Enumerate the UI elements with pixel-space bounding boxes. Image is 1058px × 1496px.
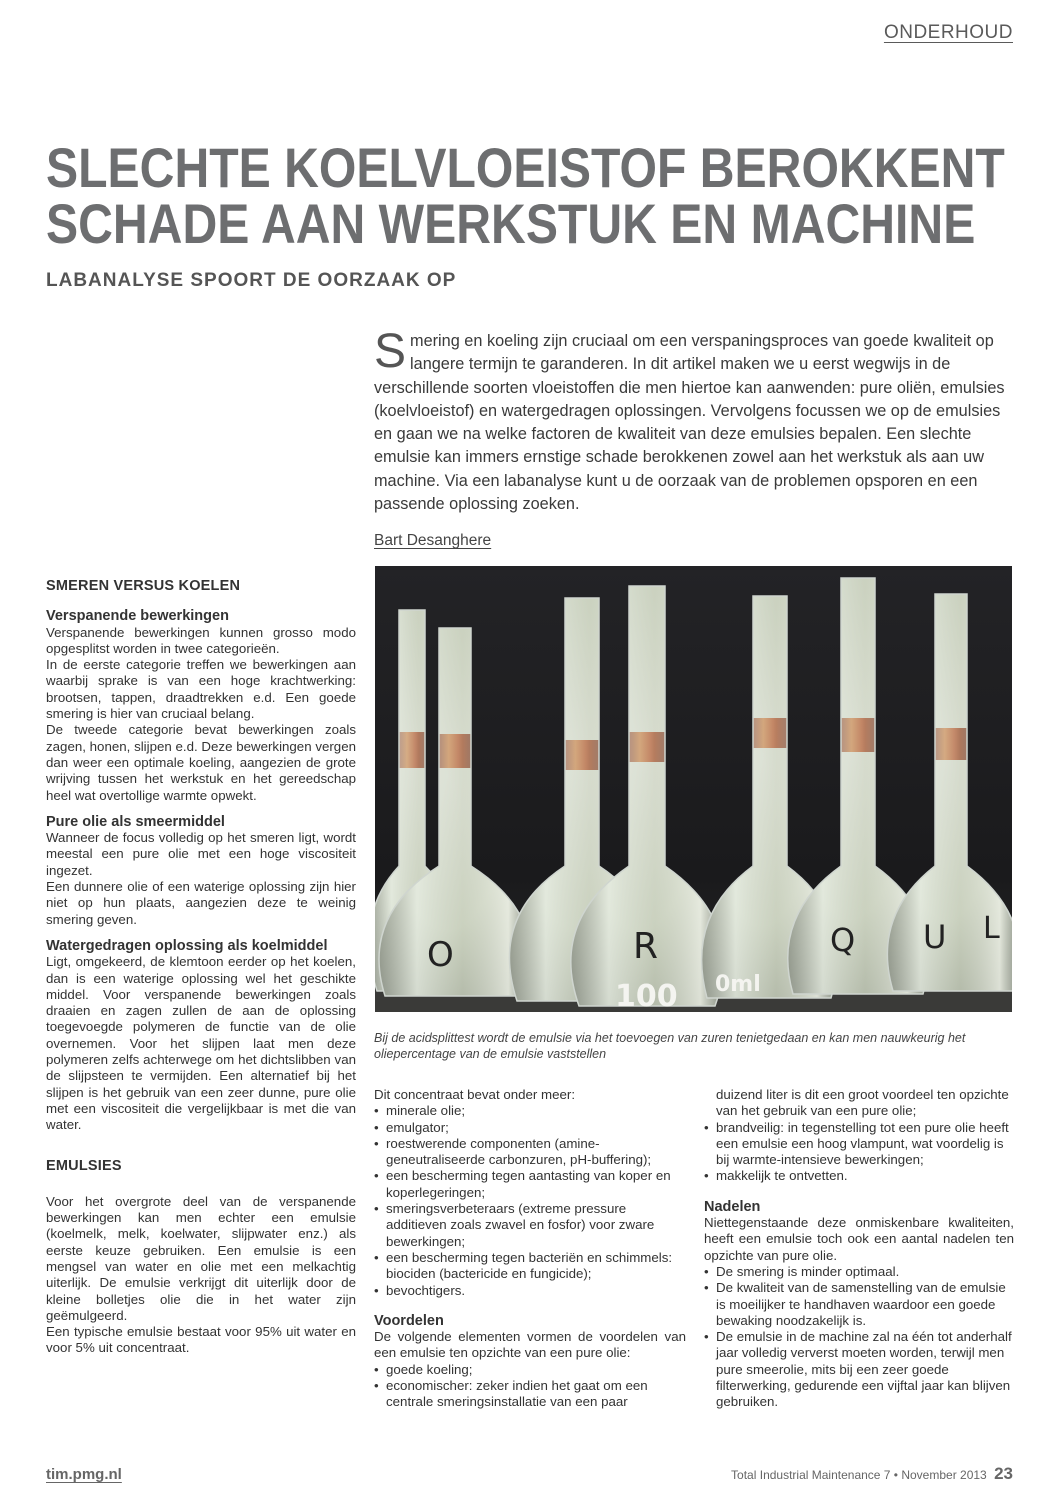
list-item: • roestwerende componenten (amine-geneutraliseerde carbonzuren, pH-buffering); bbox=[374, 1136, 686, 1169]
website-link[interactable]: tim.pmg.nl bbox=[46, 1466, 122, 1483]
list-item: • makkelijk te ontvetten. bbox=[704, 1168, 1014, 1184]
flask-letter: O bbox=[427, 935, 454, 975]
right-column bbox=[704, 1087, 1014, 1411]
page-number: 23 bbox=[994, 1464, 1013, 1483]
list-item: • brandveilig: in tegenstelling tot een pure olie heeft een emulsie een hoog vlampunt, wat voordelig is bij warmte-intensieve bewerkingen; bbox=[704, 1120, 1014, 1169]
paragraph: Wanneer de focus volledig op het smeren ligt, wordt meestal een pure olie met een hoge viscositeit ingezet. bbox=[46, 830, 356, 878]
paragraph: Een typische emulsie bestaat voor 95% uit water en voor 5% uit concentraat. bbox=[46, 1324, 356, 1356]
flask-label: 100 bbox=[615, 979, 678, 1012]
list-item: • minerale olie; bbox=[374, 1103, 686, 1119]
article-title bbox=[46, 136, 1005, 255]
left-column bbox=[46, 578, 356, 1357]
paragraph: Verspanende bewerkingen kunnen grosso modo opgesplitst worden in twee categorieën. bbox=[46, 624, 356, 656]
paragraph: De tweede categorie bevat bewerkingen zoals zagen, honen, slijpen e.d. Deze bewerkingen vergen dan weer een optimale koeling, aangezien de grote wrijving tussen het werkstuk en het gereedschap heel wat overtollige warmte opwekt. bbox=[46, 722, 356, 803]
bullet-list bbox=[374, 1103, 686, 1299]
article-subtitle: LABANALYSE SPOORT DE OORZAAK OP bbox=[46, 270, 457, 291]
bullet-list bbox=[704, 1120, 1014, 1185]
photo-caption: Bij de acidsplittest wordt de emulsie via het toevoegen van zuren tenietgedaan en kan men nauwkeurig het oliepercentage van de emulsie vaststellen bbox=[374, 1031, 966, 1061]
paragraph: De volgende elementen vormen de voordelen van een emulsie ten opzichte van een pure olie: bbox=[374, 1329, 686, 1361]
flask-letter: L bbox=[983, 911, 1000, 946]
subheading: Watergedragen oplossing als koelmiddel bbox=[46, 937, 328, 954]
title-line-2: SCHADE AAN WERKSTUK EN MACHINE bbox=[46, 192, 976, 255]
drop-cap: S bbox=[374, 325, 407, 378]
flask-label: 0ml bbox=[715, 972, 761, 997]
section-heading: EMULSIES bbox=[46, 1157, 122, 1174]
bullet-list bbox=[374, 1362, 686, 1411]
list-item: • economischer: zeker indien het gaat om een centrale smeringsinstallatie van een paar bbox=[374, 1378, 686, 1411]
flask-letter: R bbox=[633, 926, 659, 967]
paragraph: Voor het overgrote deel van de verspanende bewerkingen kan men echter een emulsie (koelmelk, melk, koelwater, slijpwater enz.) als eerste keuze gebruiken. Een emulsie is een mengsel van water en olie met een melkachtig uiterlijk. De emulsie verkrijgt dit uiterlijk door de kleine bolletjes olie die in het water zijn geëmulgeerd. bbox=[46, 1193, 356, 1323]
list-item: • smeringsverbeteraars (extreme pressure additieven zoals zwavel en fosfor) voor zware bewerkingen; bbox=[374, 1201, 686, 1250]
section-tag[interactable]: ONDERHOUD bbox=[883, 22, 1013, 43]
list-item: • De smering is minder optimaal. bbox=[704, 1264, 1014, 1280]
subheading: Voordelen bbox=[374, 1312, 444, 1329]
subheading: Nadelen bbox=[704, 1198, 761, 1215]
flask-letter: U bbox=[923, 918, 947, 956]
list-item: • een bescherming tegen aantasting van koper en koperlegeringen; bbox=[374, 1168, 686, 1201]
list-item: • De kwaliteit van de samenstelling van de emulsie is moeilijker te handhaven waardoor een goede bewaking noodzakelijk is. bbox=[704, 1280, 1014, 1329]
flask-letter: Q bbox=[830, 921, 856, 959]
list-item: • een bescherming tegen bacteriën en schimmels: biociden (bactericide en fungicide); bbox=[374, 1250, 686, 1283]
page-footer bbox=[731, 1464, 1013, 1484]
list-item: • goede koeling; bbox=[374, 1362, 686, 1378]
flasks-illustration bbox=[375, 566, 1012, 1012]
paragraph: In de eerste categorie treffen we bewerkingen aan waarbij sprake is van een hoge krachtwerking: brootsen, tappen, draadtrekken e.d. Een goede smering is hier van cruciaal belang. bbox=[46, 657, 356, 722]
list-item: • emulgator; bbox=[374, 1120, 686, 1136]
section-heading: SMEREN VERSUS KOELEN bbox=[46, 578, 241, 594]
list-item: • bevochtigers. bbox=[374, 1283, 686, 1299]
list-item: • De emulsie in de machine zal na één tot anderhalf jaar volledig ververst moeten worden, terwijl men pure smeerolie, mits bij een zeer goede filterwerking, gedurende een vijftal jaar kan blijven gebruiken. bbox=[704, 1329, 1014, 1410]
paragraph: Niettegenstaande deze onmiskenbare kwaliteiten, heeft een emulsie toch ook een aantal nadelen ten opzichte van pure olie. bbox=[704, 1215, 1014, 1263]
bullet-list bbox=[704, 1264, 1014, 1411]
article-intro bbox=[374, 325, 1014, 516]
paragraph: duizend liter is dit een groot voordeel ten opzichte van het gebruik van een pure olie; bbox=[716, 1087, 1009, 1119]
paragraph: Een dunnere olie of een waterige oplossing zijn hier niet op hun plaats, aangezien deze te weinig smering geven. bbox=[46, 879, 356, 927]
title-line-1: SLECHTE KOELVLOEISTOF BEROKKENT bbox=[46, 136, 1005, 199]
publication-info: Total Industrial Maintenance 7 • November 2013 bbox=[731, 1468, 987, 1482]
flasks-photo bbox=[375, 566, 1012, 1012]
paragraph: Dit concentraat bevat onder meer: bbox=[374, 1087, 576, 1102]
subheading: Pure olie als smeermiddel bbox=[46, 813, 225, 830]
intro-text: mering en koeling zijn cruciaal om een verspaningsproces van goede kwaliteit op langere termijn te garanderen. In dit artikel maken we u eerst wegwijs in de verschillende soorten vloeistoffen die men hiertoe kan aanwenden: pure oliën, emulsies (koelvloeistof) en watergedragen oplossingen. Vervolgens focussen we op de emulsies en gaan we na welke factoren de kwaliteit van deze emulsies bepalen. Een slechte emulsie kan immers ernstige schade berokkenen zowel aan het werkstuk als aan uw machine. Via een labanalyse kunt u de oorzaak van de problemen opsporen en een passende oplossing zoeken. bbox=[374, 332, 1005, 514]
paragraph: Ligt, omgekeerd, de klemtoon eerder op het koelen, dan is een waterige oplossing wel het geschikte middel. Voor verspanende bewerkingen zoals draaien en zagen zullen de aan de oplossing toegevoegde polymeren de functie van de olie overnemen. Voor het slijpen laat men deze polymeren zelfs achterwege om het dichtslibben van de slijpsteen te vermijden. Een alternatief bij het slijpen is het gebruik van een zeer dunne, pure olie met een viscositeit die vergelijkbaar is met die van water. bbox=[46, 954, 356, 1133]
subheading: Verspanende bewerkingen bbox=[46, 608, 229, 625]
author-link[interactable]: Bart Desanghere bbox=[374, 532, 492, 549]
middle-column bbox=[374, 1087, 686, 1411]
